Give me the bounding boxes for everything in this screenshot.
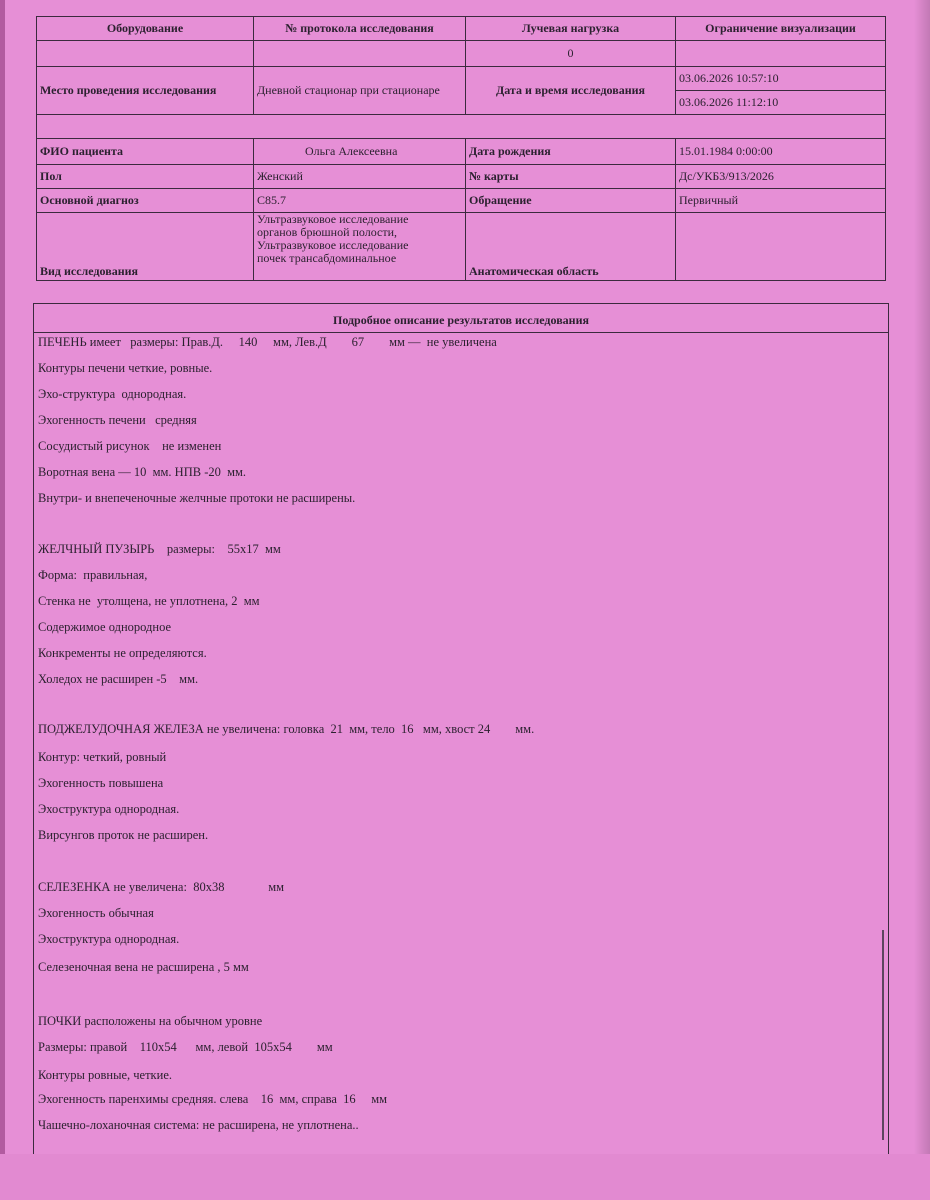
sex-label: Пол	[37, 165, 254, 189]
study-type-line: Ультразвуковое исследование	[257, 212, 409, 226]
protocol-value	[254, 41, 466, 67]
patient-name: Ольга Алексеевна	[305, 144, 398, 158]
radiation-label: Лучевая нагрузка	[466, 17, 676, 41]
paper-left-edge	[0, 0, 5, 1200]
visualization-value	[676, 41, 886, 67]
datetime-end: 03.06.2026 11:12:10	[676, 90, 885, 114]
study-type-label: Вид исследования	[37, 213, 254, 281]
card-label: № карты	[466, 165, 676, 189]
paper-bottom-margin	[0, 1154, 930, 1200]
result-line: ПЕЧЕНЬ имеет размеры: Прав.Д. 140 мм, Лев.Д 67 мм — не увеличена	[38, 335, 497, 349]
card-value: Дс/УКБ3/913/2026	[676, 165, 886, 189]
study-header-table	[36, 16, 886, 281]
result-line: ПОЧКИ расположены на обычном уровне	[38, 1014, 263, 1028]
sex-value: Женский	[254, 165, 466, 189]
result-line: Холедох не расширен -5 мм.	[38, 672, 199, 686]
place-value: Дневной стационар при стационаре	[254, 67, 466, 115]
panel-right-border	[882, 930, 884, 1140]
result-line: Эхоструктура однородная.	[38, 932, 180, 946]
result-line: Эхо-структура однородная.	[38, 387, 187, 401]
result-line: ПОДЖЕЛУДОЧНАЯ ЖЕЛЕЗА не увеличена: головка 21 мм, тело 16 мм, хвост 24 мм.	[38, 722, 535, 736]
results-panel	[33, 303, 889, 1184]
anatomical-value	[676, 213, 886, 281]
patient-label: ФИО пациента	[37, 139, 254, 165]
study-type-line: органов брюшной полости,	[257, 225, 398, 239]
result-line: Контуры печени четкие, ровные.	[38, 361, 213, 375]
anatomical-label: Анатомическая область	[466, 213, 676, 281]
birth-value: 15.01.1984 0:00:00	[676, 139, 886, 165]
place-label: Место проведения исследования	[37, 67, 254, 115]
result-line: Конкременты не определяются.	[38, 646, 207, 660]
study-type-line: Ультразвуковое исследование	[257, 238, 409, 252]
result-line: Размеры: правой 110х54 мм, левой 105х54 мм	[38, 1040, 333, 1054]
result-line: Эхогенность паренхимы средняя. слева 16 мм, справа 16 мм	[38, 1092, 388, 1106]
equipment-label: Оборудование	[37, 17, 254, 41]
radiation-value: 0	[466, 41, 676, 67]
datetime-label: Дата и время исследования	[466, 67, 676, 115]
result-line: Содержимое однородное	[38, 620, 172, 634]
result-line: Чашечно-лоханочная система: не расширена, не уплотнена..	[38, 1118, 359, 1132]
result-line: Вирсунгов проток не расширен.	[38, 828, 209, 842]
result-line: Эхогенность обычная	[38, 906, 154, 920]
result-line: Эхогенность печени средняя	[38, 413, 197, 427]
result-line: СЕЛЕЗЕНКА не увеличена: 80х38 мм	[38, 880, 285, 894]
study-type-value	[254, 213, 466, 281]
result-line: Селезеночная вена не расширена , 5 мм	[38, 960, 249, 974]
spacer-row	[37, 115, 886, 139]
study-type-line: почек трансабдоминальное	[257, 251, 397, 265]
equipment-value	[37, 41, 254, 67]
result-line: Эхогенность повышена	[38, 776, 164, 790]
result-line: Контуры ровные, четкие.	[38, 1068, 172, 1082]
protocol-label: № протокола исследования	[254, 17, 466, 41]
datetime-values	[676, 67, 886, 115]
result-line: Стенка не утолщена, не уплотнена, 2 мм	[38, 594, 260, 608]
patient-value	[254, 139, 466, 165]
appeal-label: Обращение	[466, 189, 676, 213]
appeal-value: Первичный	[676, 189, 886, 213]
datetime-start: 03.06.2026 10:57:10	[679, 71, 779, 85]
result-line: Контур: четкий, ровный	[38, 750, 167, 764]
result-line: Форма: правильная,	[38, 568, 148, 582]
visualization-label: Ограничение визуализации	[676, 17, 886, 41]
diagnosis-value: C85.7	[254, 189, 466, 213]
result-line: ЖЕЛЧНЫЙ ПУЗЫРЬ размеры: 55х17 мм	[38, 542, 281, 556]
result-line: Сосудистый рисунок не изменен	[38, 439, 222, 453]
paper-right-shadow	[914, 0, 930, 1200]
diagnosis-label: Основной диагноз	[37, 189, 254, 213]
result-line: Воротная вена — 10 мм. НПВ -20 мм.	[38, 465, 247, 479]
birth-label: Дата рождения	[466, 139, 676, 165]
result-line: Внутри- и внепеченочные желчные протоки не расширены.	[38, 491, 356, 505]
results-title: Подробное описание результатов исследования	[34, 308, 888, 333]
result-line: Эхоструктура однородная.	[38, 802, 180, 816]
